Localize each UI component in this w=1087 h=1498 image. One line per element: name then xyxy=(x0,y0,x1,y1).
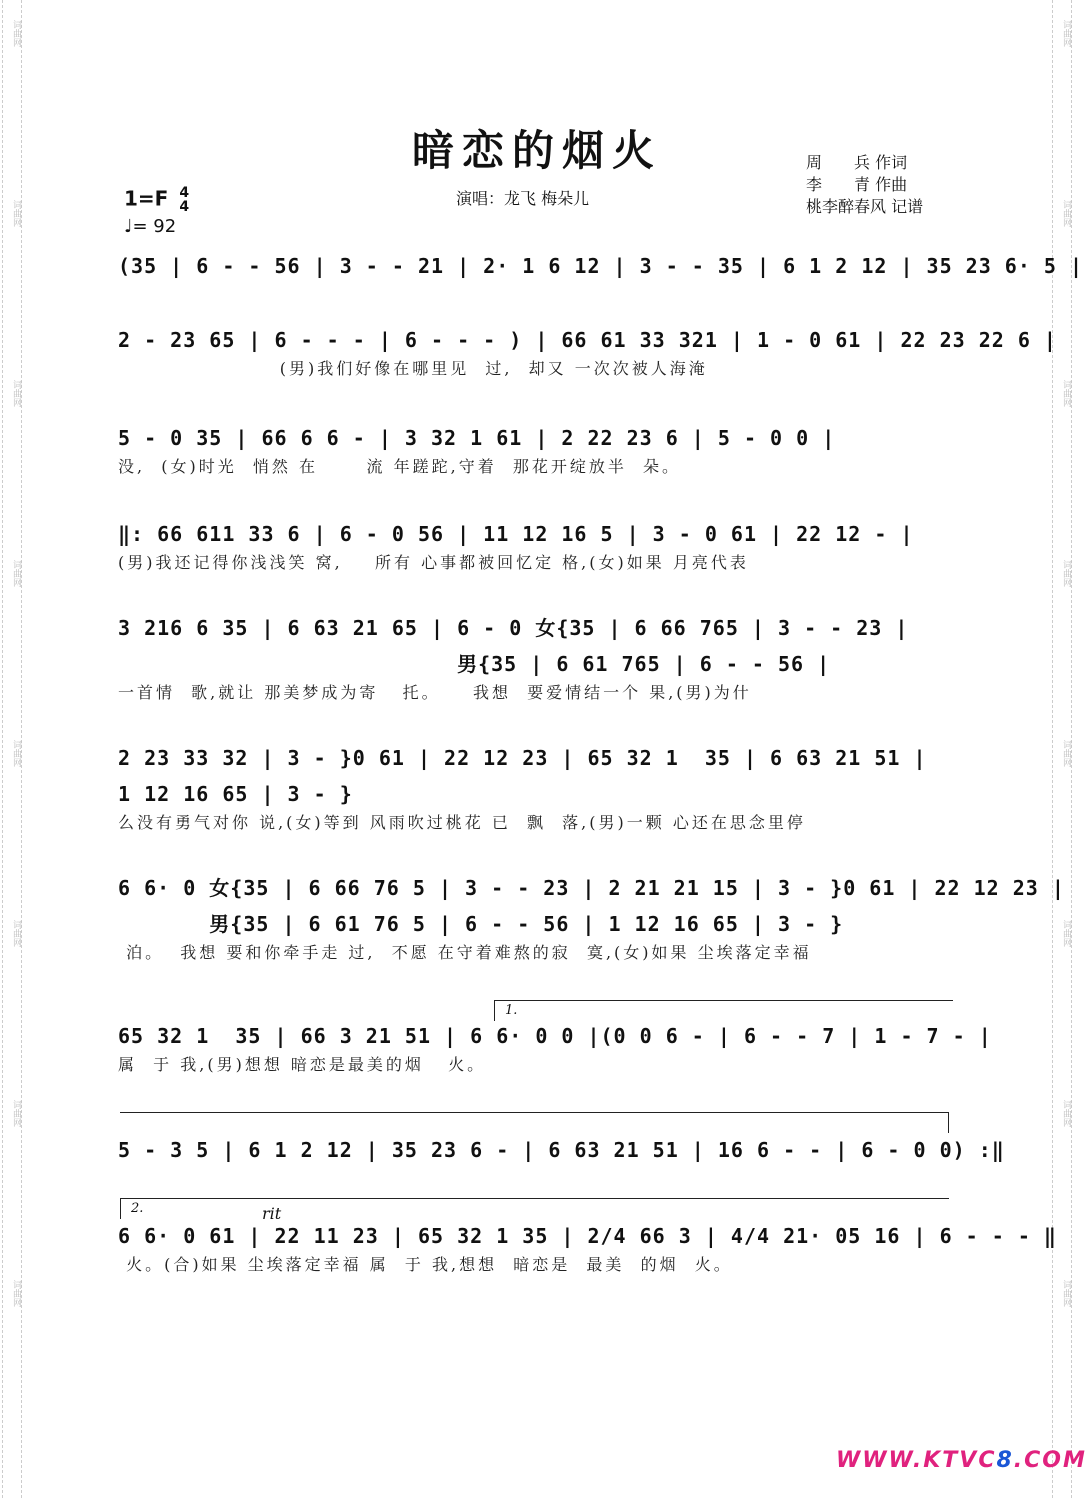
score-line-3 xyxy=(118,424,954,478)
notes-line: 5 - 0 35 | 66 6 6 - | 3 32 1 61 | 2 22 23 6 | 5 - 0 0 | xyxy=(118,426,836,450)
website-digit: 8 xyxy=(996,1448,1014,1473)
notes-line: 6 6· 0 61 | 22 11 23 | 65 32 1 35 | 2/4 66 3 | 4/4 21· 05 16 | 6 - - - ‖ xyxy=(118,1224,1057,1248)
watermark-text: 词曲网 xyxy=(11,1100,21,1127)
notes-line: (35 | 6 - - 56 | 3 - - 21 | 2· 1 6 12 | 3 - - 35 | 6 1 2 12 | 35 23 6· 5 | xyxy=(118,254,1084,278)
volta-1-bracket xyxy=(494,1000,953,1021)
score-line-7 xyxy=(118,874,1065,964)
notes-line: ‖: 66 611 33 6 | 6 - 0 56 | 11 12 16 5 | 3 - 0 61 | 22 12 - | xyxy=(118,522,914,546)
website-watermark xyxy=(836,1448,1087,1473)
singer-line: 演唱：龙飞 梅朵儿 xyxy=(456,189,590,208)
notes-line-female: 3 216 6 35 | 6 63 21 65 | 6 - 0 女{35 | 6 66 765 | 3 - - 23 | xyxy=(118,616,909,640)
notes-line-male: 男{35 | 6 61 765 | 6 - - 56 | xyxy=(118,652,831,676)
score-line-4 xyxy=(118,520,954,574)
lyrics-line: 没, (女)时光 悄然 在 流 年蹉跎,守着 那花开绽放半 朵。 xyxy=(118,457,682,476)
lyrics-line: 属 于 我,(男)想想 暗恋是最美的烟 火。 xyxy=(118,1055,487,1074)
watermark-text: 词曲网 xyxy=(11,200,21,227)
time-signature-bottom: 4 xyxy=(179,199,190,215)
notes-line: 5 - 3 5 | 6 1 2 12 | 35 23 6 - | 6 63 21 51 | 16 6 - - | 6 - 0 0) :‖ xyxy=(118,1138,1005,1162)
lyrics-line: 火。(合)如果 尘埃落定幸福 属 于 我,想想 暗恋是 最美 的烟 火。 xyxy=(118,1255,733,1274)
side-watermark-left xyxy=(2,0,22,1498)
key-label: 1=F xyxy=(124,186,169,211)
watermark-text: 词曲网 xyxy=(1061,740,1071,767)
notes-line-female: 6 6· 0 女{35 | 6 66 76 5 | 3 - - 23 | 2 21 21 15 | 3 - }0 61 | 22 12 23 | xyxy=(118,876,1065,900)
notes-line-male: 男{35 | 6 61 76 5 | 6 - - 56 | 1 12 16 65 | 3 - } xyxy=(118,912,844,936)
score-line-1 xyxy=(118,252,1084,280)
watermark-text: 词曲网 xyxy=(11,920,21,947)
composer-credit: 李 青 作曲 xyxy=(806,175,908,194)
watermark-text: 词曲网 xyxy=(1061,380,1071,407)
volta-1-label: 1. xyxy=(505,1003,518,1018)
lyrics-line: (男)我们好像在哪里见 过, 却又 一次次被人海淹 xyxy=(118,359,708,378)
lyricist-credit: 周 兵 作词 xyxy=(806,153,908,172)
watermark-text: 词曲网 xyxy=(1061,1100,1071,1127)
ritardando-mark: rit xyxy=(262,1204,282,1223)
website-suffix: .COM xyxy=(1013,1448,1087,1473)
lyrics-line: (男)我还记得你浅浅笑 窝, 所有 心事都被回忆定 格,(女)如果 月亮代表 xyxy=(118,553,749,572)
watermark-text: 词曲网 xyxy=(11,740,21,767)
score-line-5 xyxy=(118,614,954,704)
notes-line: 65 32 1 35 | 66 3 21 51 | 6 6· 0 0 |(0 0 6 - | 6 - - 7 | 1 - 7 - | xyxy=(118,1024,992,1048)
watermark-text: 词曲网 xyxy=(1061,1280,1071,1307)
watermark-text: 词曲网 xyxy=(1061,560,1071,587)
time-signature xyxy=(179,186,189,214)
watermark-text: 词曲网 xyxy=(11,20,21,47)
transcriber-credit: 桃李醉春风 记谱 xyxy=(806,197,924,216)
lyrics-line: 么没有勇气对你 说,(女)等到 风雨吹过桃花 已 飘 落,(男)一颗 心还在思念里停 xyxy=(118,813,806,832)
score-line-9 xyxy=(118,1136,1005,1164)
notes-line-lower: 1 12 16 65 | 3 - } xyxy=(118,782,353,806)
score-line-6 xyxy=(118,744,954,834)
tempo-mark: ♩= 92 xyxy=(124,216,177,237)
score-line-8 xyxy=(118,1022,992,1076)
watermark-text: 词曲网 xyxy=(11,380,21,407)
watermark-text: 词曲网 xyxy=(11,1280,21,1307)
score-line-2 xyxy=(118,326,1057,380)
notes-line: 2 - 23 65 | 6 - - - | 6 - - - ) | 66 61 33 321 | 1 - 0 61 | 22 23 22 6 | xyxy=(118,328,1057,352)
lyrics-line: 泊。 我想 要和你牵手走 过, 不愿 在守着难熬的寂 寞,(女)如果 尘埃落定幸福 xyxy=(118,943,812,962)
watermark-text: 词曲网 xyxy=(11,560,21,587)
watermark-text: 词曲网 xyxy=(1061,920,1071,947)
lyrics-line: 一首情 歌,就让 那美梦成为寄 托。 我想 要爱情结一个 果,(男)为什 xyxy=(118,683,752,702)
volta-2-label: 2. xyxy=(131,1201,144,1216)
volta-1-continuation xyxy=(120,1112,949,1133)
notes-line-upper: 2 23 33 32 | 3 - }0 61 | 22 12 23 | 65 32 1 35 | 6 63 21 51 | xyxy=(118,746,927,770)
volta-2-bracket xyxy=(120,1198,949,1219)
song-title: 暗恋的烟火 xyxy=(411,126,662,175)
score-line-10 xyxy=(118,1222,1057,1276)
website-prefix: WWW.KTVC xyxy=(836,1448,997,1473)
side-watermark-right xyxy=(1052,0,1072,1498)
key-signature xyxy=(124,186,189,214)
credits xyxy=(806,152,923,218)
watermark-text: 词曲网 xyxy=(1061,20,1071,47)
watermark-text: 词曲网 xyxy=(1061,200,1071,227)
time-signature-top: 4 xyxy=(179,185,190,201)
